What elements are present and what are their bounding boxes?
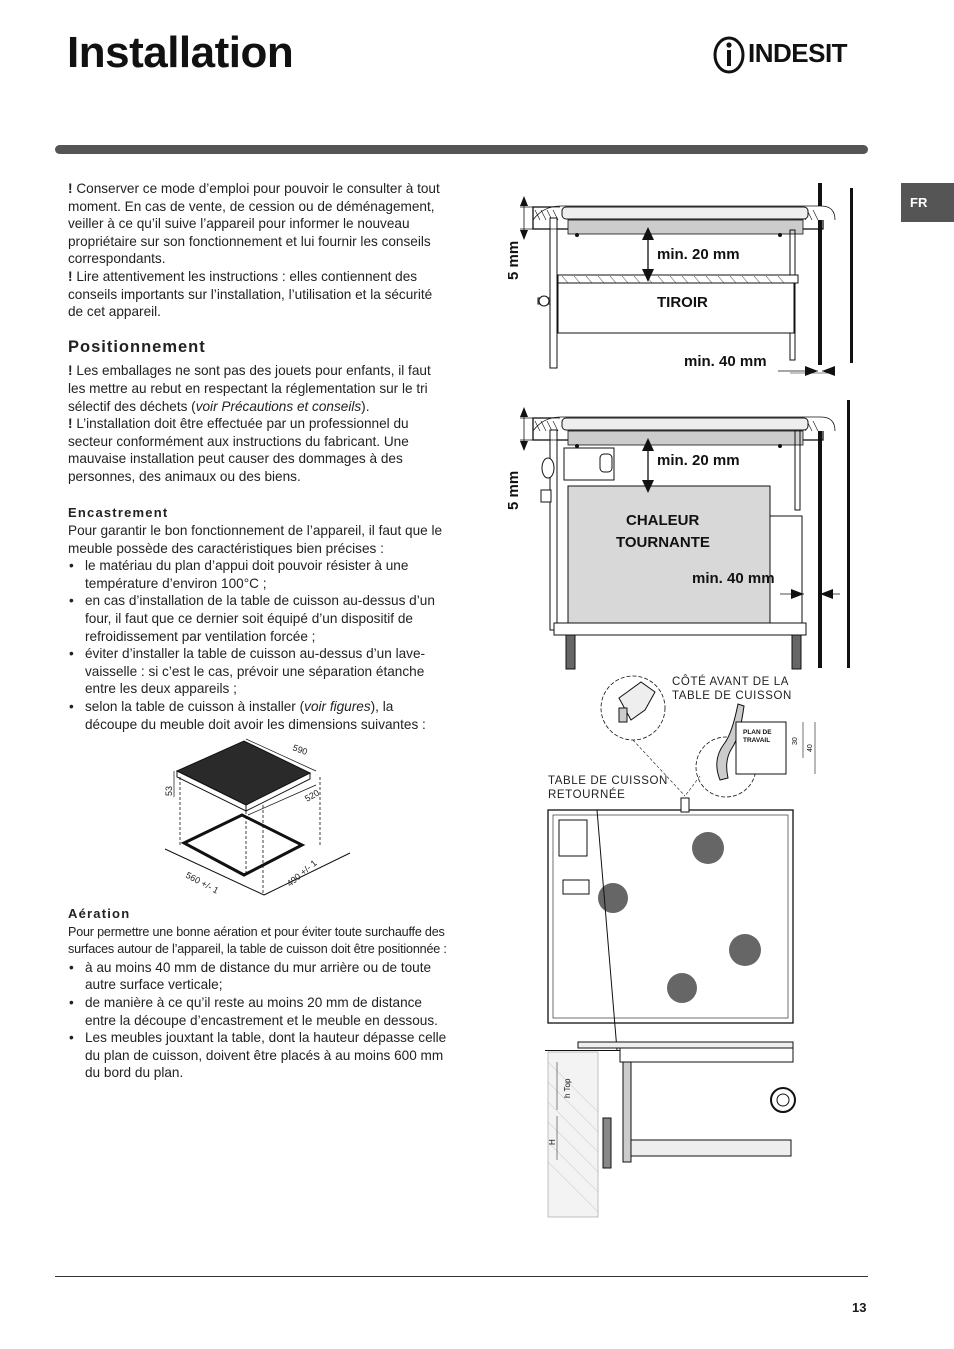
dimension-490: 490 +/- 1 — [284, 857, 319, 889]
hob-upside-down-label: TABLE DE CUISSON RETOURNÉE — [548, 775, 668, 801]
language-tab[interactable] — [901, 183, 954, 222]
oven-tournante-label: TOURNANTE — [616, 534, 710, 551]
language-tab-label: FR — [910, 195, 928, 210]
plan-label-2: TRAVAIL — [743, 737, 771, 744]
cutout-dimensions-figure — [160, 735, 360, 900]
section-title-aeration: Aération — [68, 906, 131, 921]
dim-30: 30 — [792, 737, 799, 745]
section-title-positionnement: Positionnement — [68, 337, 206, 356]
list-item: • en cas d’installation de la table de cuisson au-dessus d’un four, il faut que ce dernier soit équipé d’un dispositif de refroidissement par ventilation forcée ; — [68, 592, 448, 645]
h-label: H — [548, 1139, 557, 1145]
drawer-5mm-label: 5 mm — [505, 240, 522, 280]
section-title-encastrement: Encastrement — [68, 504, 169, 520]
list-item: • à au moins 40 mm de distance du mur arrière ou de toute autre surface verticale; — [68, 959, 448, 994]
drawer-installation-figure — [510, 180, 860, 380]
brand-name: INDESIT — [748, 38, 848, 68]
list-item: • le matériau du plan d’appui doit pouvoir résister à une température d’environ 100°C ; — [68, 557, 448, 592]
oven-min40-label: min. 40 mm — [692, 570, 775, 587]
list-item: • Les meubles jouxtant la table, dont la hauteur dépasse celle du plan de cuisson, doivent être placés à au moins 600 mm du bord du plan. — [68, 1029, 448, 1082]
list-item: • de manière à ce qu’il reste au moins 20 mm de distance entre la découpe d’encastrement et le meuble en dessous. — [68, 994, 448, 1029]
dim-40: 40 — [807, 744, 814, 752]
oven-5mm-label: 5 mm — [505, 470, 522, 510]
positionnement-paragraph-2: ! L’installation doit être effectuée par un professionnel du secteur conformément aux instructions du fabricant. Une mauvaise installation peut causer des dommages à des personnes, des animaux ou des biens. — [68, 416, 409, 484]
drawer-min40-label: min. 40 mm — [684, 353, 767, 370]
plan-label-1: PLAN DE — [743, 729, 772, 736]
footer-rule — [55, 1276, 868, 1277]
drawer-min20-label: min. 20 mm — [657, 246, 740, 263]
h-top-label: h Top — [563, 1078, 572, 1098]
oven-chaleur-label: CHALEUR — [626, 512, 700, 529]
dimension-53: 53 — [164, 785, 174, 796]
page-title: Installation — [67, 28, 294, 77]
intro-paragraph-2: ! Lire attentivement les instructions : elles contiennent des conseils importants sur l’installation, l’utilisation et la sécurité de cet appareil. — [68, 268, 433, 320]
oven-min20-label: min. 20 mm — [657, 452, 740, 469]
aeration-list — [68, 959, 448, 1082]
fixing-clip-figure — [545, 670, 825, 1218]
page-number: 13 — [852, 1300, 867, 1315]
drawer-tiroir-label: TIROIR — [657, 294, 708, 311]
text-column — [68, 180, 448, 733]
dimension-520: 520 — [303, 787, 322, 804]
header-rule — [55, 145, 868, 154]
encastrement-list — [68, 557, 448, 733]
encastrement-intro: Pour garantir le bon fonctionnement de l’appareil, il faut que le meuble possède des caractéristiques bien précises : — [68, 523, 443, 556]
front-side-label: CÔTÉ AVANT DE LA TABLE DE CUISSON — [672, 676, 792, 702]
dimension-590: 590 — [291, 742, 309, 758]
positionnement-paragraph-1: ! Les emballages ne sont pas des jouets pour enfants, il faut les mettre au rebut en respectant la réglementation sur le tri sélectif des déchets (voir Précautions et conseils). — [68, 363, 431, 414]
indesit-emblem-icon — [712, 34, 748, 76]
list-item: • éviter d’installer la table de cuisson au-dessus d’un lave-vaisselle : si c’est le cas, prévoir une séparation étanche entre les deux appareils ; — [68, 645, 448, 698]
aeration-column — [68, 905, 448, 1082]
indesit-logo — [712, 34, 872, 76]
aeration-intro: Pour permettre une bonne aération et pour éviter toute surchauffe des surfaces autour de l’appareil, la table de cuisson doit être positionnée : — [68, 924, 447, 957]
dimension-560: 560 +/- 1 — [184, 869, 221, 896]
list-item: • selon la table de cuisson à installer (voir figures), la découpe du meuble doit avoir les dimensions suivantes : — [68, 698, 448, 733]
intro-paragraph-1: ! Conserver ce mode d’emploi pour pouvoir le consulter à tout moment. En cas de vente, de cession ou de déménagement, veiller à ce qu’il suive l’appareil pour informer le nouveau propriétaire sur son fonctionnement et lui fournir les conseils correspondants. — [68, 181, 440, 267]
